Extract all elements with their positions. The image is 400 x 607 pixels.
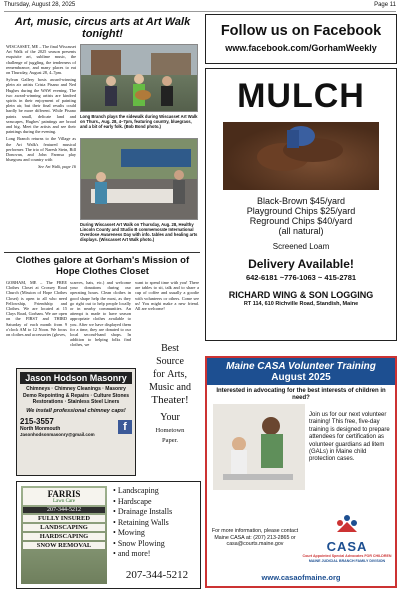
casa-photo (213, 404, 305, 490)
farris-sign-7: SNOW REMOVAL (23, 542, 105, 549)
mulch-phones: 642-6181 ~776-1063 ~ 415-2781 (245, 273, 357, 282)
farris-sign-1: FARRIS (47, 489, 81, 499)
farris-sign-6: HARDSCAPING (23, 533, 105, 540)
casa-url[interactable]: www.casaofmaine.org (261, 573, 341, 582)
booth-photo-caption: During Wiscasset Art Walk on Thursday, Aug. 28, Healthy Lincoln County and Studio B commemorate International Overdose Awareness Day with info. tables and healing arts displays. (Wiscasset Art Walk photo.) (80, 222, 198, 242)
booth-photo-image (81, 139, 198, 220)
booth-photo (80, 138, 198, 220)
farris-sign (21, 486, 107, 584)
issue-date: Thursday, August 28, 2025 (4, 2, 76, 8)
hodson-email: Jasonhodsonmasonry@gmail.com (20, 431, 95, 437)
casa-question: Interested in advocating for the best interests of children in need? (216, 388, 386, 401)
hodson-name: Jason Hodson Masonry (20, 372, 132, 384)
farris-service-label: Snow Plowing (117, 538, 165, 548)
farris-service-label: Retaining Walls (117, 517, 169, 527)
farris-service-label: Hardscape (117, 496, 152, 506)
mulch-price-2: Playground Chips $25/yard (246, 206, 356, 216)
farris-service: • Landscaping (113, 486, 159, 495)
facebook-box (205, 14, 397, 64)
mulch-photo (223, 122, 379, 190)
farris-service: • Retaining Walls (113, 517, 169, 527)
casa-photo-image (213, 404, 305, 490)
clothes-col-1: GORHAM, ME – The FREE Clothes Closet at Crossey Road Church (Mission of Hope Clothes Closet) is open to all who need Fellowship, Friendship and Clothes. We are located at 15 Clays Road, Gorham. We are open on the FIRST and THIRD Saturday of each month from 9 o'clock AM to 12 Noon. We focus on clothes and accessories (gloves, (6, 280, 67, 338)
best-source-l5: Music and (149, 382, 191, 393)
hodson-services: Chimneys · Chimney Cleanings · Masonry Demo Repointing & Repairs · Culture Stones Restorations · Stainless Steel Liners (22, 386, 130, 405)
art-para-1: WISCASSET, ME – The final Wiscasset Art Walk of the 2025 season presents exquisite art, sublime music, the challenge of juggling, the tenderness of remembrance, and many places to eat on Thursday, August 28, 4–7pm. (6, 44, 76, 76)
mulch-natural: (all natural) (278, 226, 324, 236)
farris-service: • Hardscape (113, 496, 152, 506)
casa-body: Join us for our next volunteer training! This free, five-day training is designed to prepare attendees for certification as volunteer guardians ad litem (GALs) in Maine child protection cases. (309, 412, 390, 463)
farris-sign-4: FULLY INSURED (23, 515, 105, 522)
casa-logo-sub: Court Appointed Special Advocates FOR CHILDREN (302, 554, 392, 558)
farris-service: • Mowing (113, 528, 145, 537)
farris-service-label: Mowing (117, 528, 145, 537)
mulch-delivery: Delivery Available! (248, 257, 354, 271)
clothes-col-2: scarves, hats, etc.) and welcome your donations during our operating hours. Clean clothes in good shape help the most, as they go right out to help people locally or in nearby communities. An attempt is made to have season appropriate clothes available to you. After we have displayed them for a time, they are donated to our local second-hand shops. In addition to helping folks find clothes, we (70, 280, 131, 348)
hodson-phone: 215-3557 (20, 416, 54, 426)
mulch-title: MULCH (237, 77, 365, 115)
mulch-address: RT 114, 610 Richville Road, Standish, Maine (243, 301, 359, 307)
mulch-loam: Screened Loam (272, 242, 330, 251)
best-source-l8: Hometown (155, 427, 185, 434)
casa-header (207, 358, 395, 385)
farris-phone: 207-344-5212 (125, 569, 189, 581)
mulch-price-3: Reground Chips $40/yard (249, 216, 353, 226)
mulch-company: RICHARD WING & SON LOGGING (228, 290, 374, 300)
art-continued: See Art Walk, page 16 (38, 164, 76, 170)
page-number: Page 11 (374, 2, 396, 8)
clothes-headline: Clothes galore at Gorham's Mission of Hope Clothes Closet (15, 255, 190, 277)
farris-lawn-ad (16, 481, 201, 589)
best-source-l4: Arts, (167, 369, 187, 380)
facebook-url[interactable]: www.facebook.com/GorhamWeekly (225, 43, 377, 53)
facebook-line-1: Follow us on Facebook (220, 23, 382, 39)
farris-service: • and more! (113, 549, 151, 558)
hodson-tagline: We install professional chimney caps! (26, 407, 126, 414)
farris-services-list (113, 486, 201, 560)
art-text-column (6, 44, 76, 254)
farris-service: • Drainage Installs (113, 507, 173, 516)
casa-date: August 2025 (271, 372, 331, 383)
farris-sign-2: Lawn Care (52, 499, 76, 504)
rule (4, 252, 200, 253)
best-source-box (140, 340, 200, 476)
farris-service-label: Landscaping (117, 486, 159, 495)
mulch-photo-image (223, 122, 379, 190)
casa-logo-text: CASA (326, 539, 368, 554)
casa-logo (301, 514, 393, 564)
hodson-town: North Monmouth (20, 425, 61, 432)
mulch-ad (205, 68, 397, 341)
page-header (4, 2, 396, 12)
mulch-price-1: Black-Brown $45/yard (256, 196, 346, 206)
casa-title: Maine CASA Volunteer Training (226, 361, 376, 372)
band-photo-image (81, 45, 198, 112)
hodson-masonry-ad (16, 368, 136, 476)
best-source-l3: for (153, 369, 165, 380)
art-para-2: Sylvan Gallery hosts award-winning plein air artists Crista Pisano and Ned Hughes during the WAW evening. The two award-winning artists are kindred spirits in their enjoyment of painting plein air, but their final results could hardly be more different. While Pisano paints small, delicate land and seascapes, Hughes' paintings are broad and big. Meet the artists and see their paintings during the evening. (6, 77, 76, 135)
best-source-l1: Best (161, 343, 179, 354)
casa-people-icon (335, 514, 359, 534)
clothes-col-3: want to spend time with you! There are tables to sit, talk and to share a cup of coffee and usually a goodie with volunteers or others. Come see us! You might make a new friend. All are welcome! (135, 280, 199, 312)
band-photo-caption: Long Branch plays the sidewalk during Wiscasset Art Walk on Thurs., Aug. 28, 4–7pm, featuring country, bluegrass, and a bit of early folk. (Bob Bond photo.) (80, 114, 198, 129)
best-source-l6: Theater! (151, 394, 189, 406)
facebook-icon: f (118, 420, 132, 434)
art-para-3: Long Branch returns to the Village as the Art Walk's featured musical performer. The trio of Naresh Stein, Bill Donovan, and John Farmsa play bluegrass and country with (6, 136, 76, 163)
farris-sign-5: LANDSCAPING (23, 524, 105, 531)
casa-info: For more information, please contact Maine CASA at: (207) 213-2865 or casa@courts.maine.gov (211, 528, 299, 547)
farris-service-label: Drainage Installs (117, 507, 173, 516)
art-headline: Art, music, circus arts at Art Walk tonight! (14, 16, 191, 40)
farris-service: • Snow Plowing (113, 538, 165, 548)
best-source-l9: Paper. (161, 437, 179, 444)
casa-ad (205, 356, 397, 588)
farris-service-label: and more! (117, 549, 151, 558)
casa-logo-sub2: MAINE JUDICIAL BRANCH FAMILY DIVISION (308, 559, 386, 564)
hodson-contact (20, 417, 132, 437)
best-source-l7: Your (160, 412, 180, 423)
farris-sign-3: 207-344-5212 (23, 507, 105, 513)
best-source-l2: Source (156, 356, 184, 367)
band-photo (80, 44, 198, 112)
